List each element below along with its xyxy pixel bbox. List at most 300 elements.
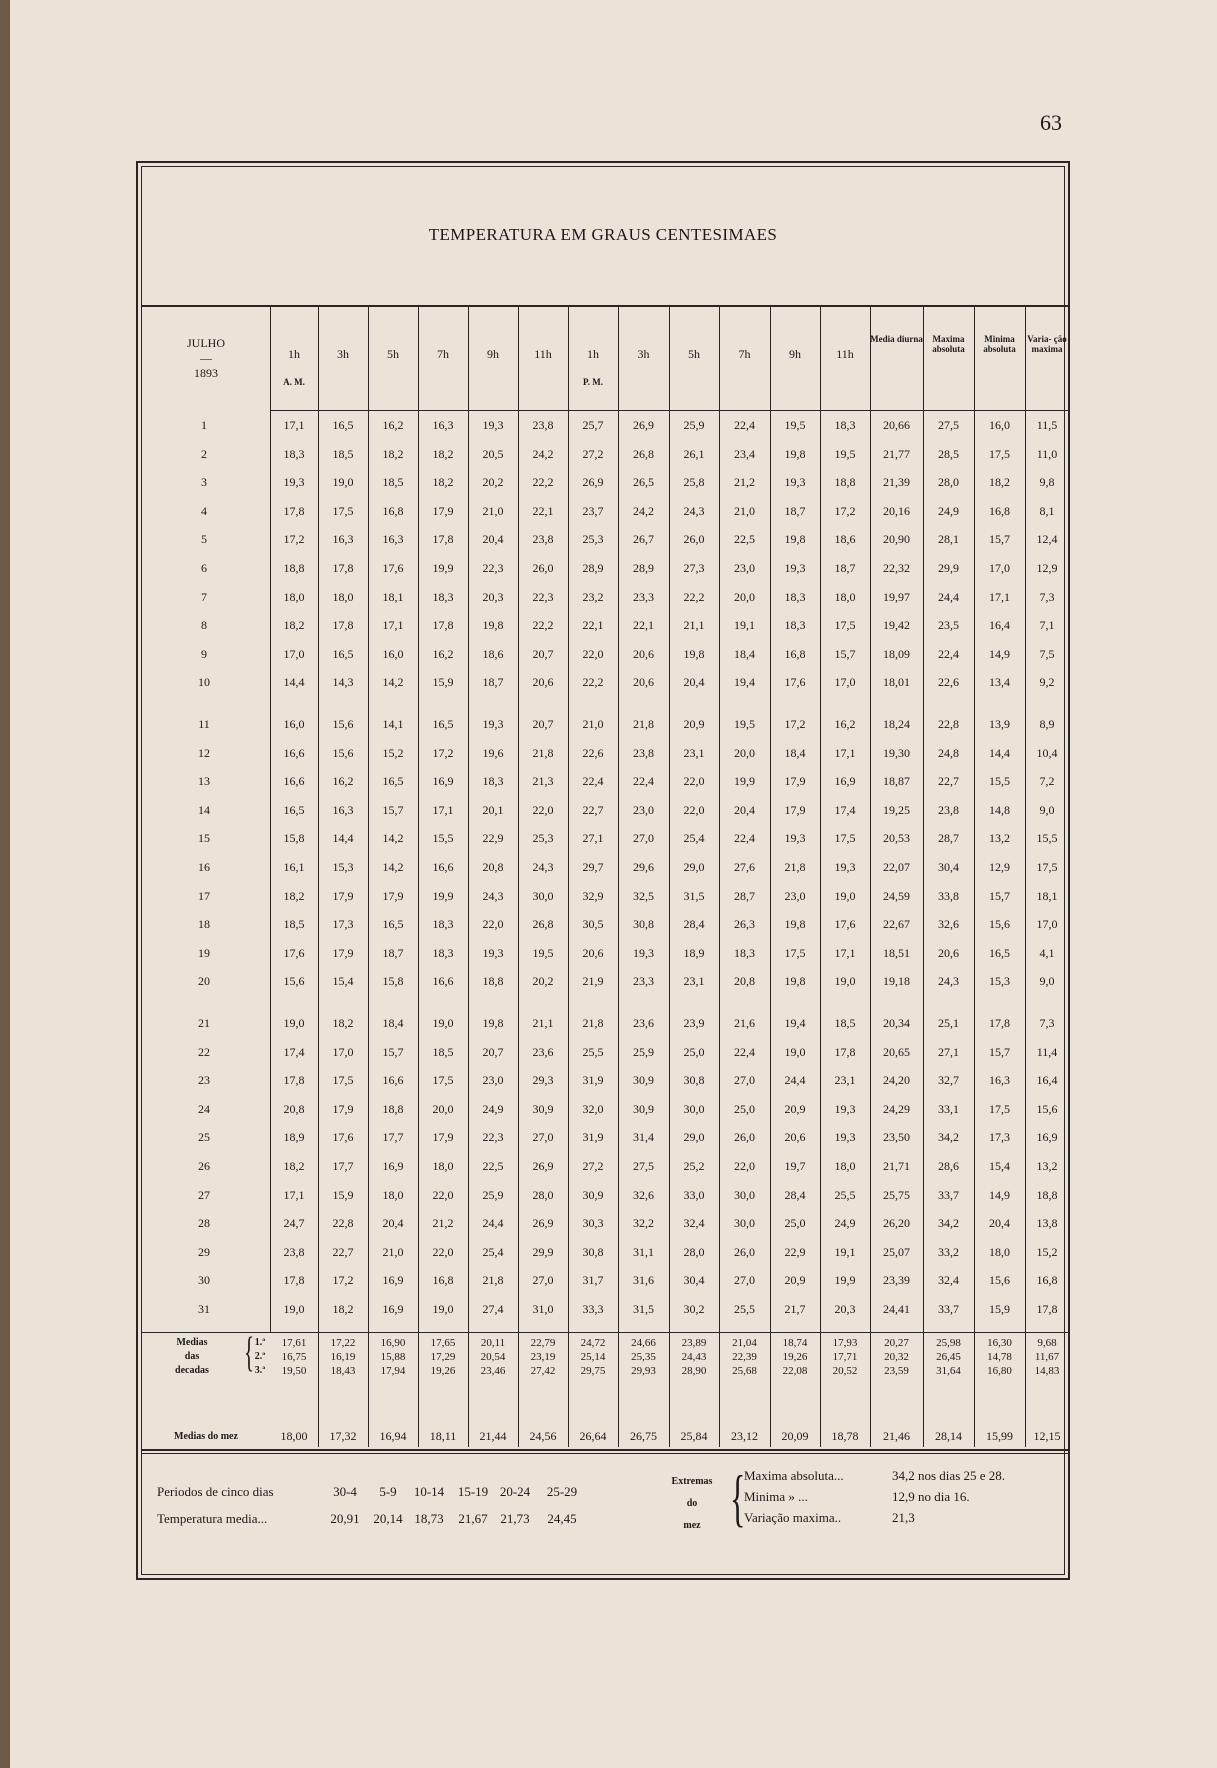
table-cell: 17,5 [989,1101,1010,1116]
table-cell: 15,4 [332,974,354,989]
table-cell: 33,1 [938,1101,959,1116]
table-cell: 25,0 [734,1101,755,1116]
table-cell: 24,41 [883,1302,910,1316]
table-cell: 23,39 [883,1273,910,1288]
table-cell: 22,0 [532,802,554,817]
table-cell: 19,7 [784,1159,806,1173]
day-number: 31 [198,1302,210,1316]
day-number: 1 [201,418,207,432]
table-cell: 19,9 [432,888,454,903]
day-number: 6 [201,561,207,575]
table-cell: 22,3 [532,589,554,604]
table-cell: 28,0 [938,475,959,490]
decades-label-2: das [184,1351,200,1362]
table-cell: 17,5 [989,446,1010,461]
table-cell: 25,4 [482,1244,504,1259]
table-cell: 21,3 [532,774,554,789]
table-cell: 20,4 [734,802,755,817]
year-label: 1893 [194,366,218,380]
decade-mean-cell: 25,98 [936,1337,961,1349]
table-cell: 17,8 [989,1016,1010,1030]
table-cell: 19,3 [482,945,504,960]
decade-mean-cell: 16,19 [330,1351,356,1363]
table-cell: 8,1 [1039,503,1055,518]
table-cell: 23,8 [283,1244,305,1259]
table-cell: 20,65 [883,1044,910,1059]
table-cell: 19,0 [283,1016,305,1030]
table-cell: 21,6 [734,1016,755,1030]
table-cell: 19,8 [784,446,806,461]
pm-label: P. M. [583,377,603,387]
table-cell: 24,4 [482,1216,504,1231]
decade-mean-cell: 25,14 [580,1351,606,1363]
table-cell: 32,4 [683,1216,705,1231]
table-cell: 16,6 [382,1073,404,1088]
hour-header: 11h [836,347,854,361]
month-mean-cell: 18,11 [429,1429,457,1443]
table-cell: 18,7 [834,561,856,575]
table-cell: 30,0 [734,1187,755,1202]
table-cell: 25,1 [938,1016,959,1030]
table-cell: 29,9 [938,561,959,575]
table-cell: 18,3 [482,774,504,789]
table-cell: 26,3 [734,917,755,932]
table-cell: 26,0 [734,1130,755,1145]
table-cell: 21,8 [784,860,806,874]
table-cell: 16,9 [382,1302,404,1316]
table-cell: 13,2 [989,831,1010,846]
table-cell: 23,3 [633,974,654,989]
table-cell: 17,5 [834,831,856,846]
decades-top-rule [142,1332,1070,1333]
table-cell: 18,2 [283,618,305,633]
decade-mean-cell: 17,71 [832,1351,858,1363]
table-cell: 19,0 [332,475,354,490]
decade-mean-cell: 16,80 [987,1365,1012,1377]
period-temperature: 20,14 [373,1511,403,1526]
hour-header: 9h [487,347,499,361]
table-cell: 26,9 [532,1216,554,1231]
table-cell: 22,5 [482,1159,504,1173]
month-label: JULHO [187,336,225,350]
table-cell: 11,0 [1036,446,1058,461]
table-cell: 16,3 [989,1073,1010,1088]
decade-mean-cell: 24,72 [580,1337,606,1349]
table-cell: 15,3 [989,974,1010,989]
table-cell: 9,0 [1039,802,1055,817]
table-cell: 14,3 [332,675,354,690]
table-cell: 31,5 [683,888,705,903]
stat-header: Maxima absoluta [932,334,965,354]
table-cell: 27,0 [734,1073,755,1088]
table-cell: 17,6 [382,561,404,575]
table-cell: 26,8 [532,917,554,932]
table-cell: 22,0 [683,774,705,789]
table-cell: 15,7 [989,1044,1010,1059]
day-number: 17 [198,888,210,903]
table-cell: 19,0 [834,974,856,989]
table-cell: 17,6 [784,675,806,690]
table-cell: 27,5 [633,1159,654,1173]
table-cell: 22,67 [883,917,910,932]
table-cell: 18,7 [382,945,404,960]
table-cell: 11,5 [1036,418,1058,432]
table-cell: 21,8 [532,745,554,760]
table-cell: 22,4 [582,774,604,789]
table-cell: 21,0 [734,503,755,518]
table-cell: 16,3 [332,802,354,817]
table-cell: 16,0 [283,717,305,731]
table-cell: 18,24 [883,717,910,731]
day-number: 12 [198,745,210,760]
table-cell: 19,3 [784,831,806,846]
table-cell: 12,9 [989,860,1010,874]
table-cell: 7,3 [1039,1016,1055,1030]
table-cell: 21,8 [582,1016,604,1030]
table-cell: 18,6 [482,646,504,661]
table-cell: 18,5 [834,1016,856,1030]
decade-mean-cell: 29,75 [580,1365,606,1377]
extremes-brace: { [730,1462,746,1533]
table-cell: 10,4 [1036,745,1058,760]
day-number: 2 [201,446,207,461]
table-cell: 31,5 [633,1302,654,1316]
table-cell: 28,9 [633,561,654,575]
table-cell: 22,0 [582,646,604,661]
table-cell: 16,8 [784,646,806,661]
table-cell: 18,2 [382,446,404,461]
month-mean-cell: 24,56 [529,1429,557,1443]
table-cell: 15,7 [834,646,856,661]
table-cell: 25,0 [683,1044,705,1059]
table-cell: 17,9 [784,774,806,789]
table-cell: 28,0 [532,1187,554,1202]
table-cell: 15,7 [382,1044,404,1059]
table-cell: 17,6 [332,1130,354,1145]
table-cell: 25,5 [834,1187,856,1202]
table-cell: 19,9 [734,774,755,789]
extreme-value: 12,9 no dia 16. [892,1489,970,1504]
table-cell: 17,8 [283,503,305,518]
day-number: 18 [198,917,210,932]
decade-mean-cell: 22,39 [732,1351,757,1363]
day-number: 15 [198,831,210,846]
table-cell: 22,2 [582,675,604,690]
table-cell: 22,9 [784,1244,806,1259]
month-mean-cell: 26,75 [630,1429,657,1443]
decade-mean-cell: 16,30 [987,1337,1012,1349]
table-cell: 18,0 [382,1187,404,1202]
day-number: 14 [198,802,210,817]
table-cell: 20,4 [382,1216,404,1231]
table-cell: 21,71 [883,1159,910,1173]
table-cell: 15,6 [989,917,1010,932]
table-cell: 23,1 [683,974,705,989]
table-cell: 24,59 [883,888,910,903]
hour-header: 1h [288,347,300,361]
table-cell: 23,0 [482,1073,504,1088]
table-cell: 19,0 [432,1016,454,1030]
day-number: 13 [198,774,210,789]
table-cell: 23,8 [938,802,959,817]
table-cell: 17,0 [332,1044,354,1059]
table-cell: 22,1 [532,503,554,518]
table-cell: 24,9 [938,503,959,518]
table-cell: 25,0 [784,1216,806,1231]
decade-mean-cell: 14,83 [1034,1365,1060,1377]
month-mean-cell: 21,46 [883,1429,910,1443]
table-cell: 23,1 [683,745,705,760]
table-cell: 25,9 [633,1044,654,1059]
period-range: 30-4 [333,1484,357,1499]
table-cell: 19,3 [834,1130,856,1145]
table-cell: 30,8 [582,1244,604,1259]
table-cell: 17,6 [834,917,856,932]
table-cell: 24,9 [834,1216,856,1231]
day-number: 25 [198,1130,210,1145]
header-bottom-rule [270,410,1069,411]
table-cell: 24,20 [883,1073,910,1088]
table-cell: 16,8 [382,503,404,518]
table-cell: 26,7 [633,532,654,547]
table-cell: 17,1 [834,945,856,960]
table-cell: 20,6 [532,675,554,690]
table-cell: 20,2 [532,974,554,989]
table-cell: 22,4 [734,1044,755,1059]
table-cell: 13,9 [989,717,1010,731]
table-cell: 17,3 [989,1130,1010,1145]
table-cell: 30,4 [683,1273,705,1288]
stat-header: Varia- ção maxima [1027,334,1067,354]
table-cell: 16,5 [432,717,454,731]
table-cell: 24,3 [532,860,554,874]
table-cell: 17,2 [332,1273,354,1288]
table-cell: 27,4 [482,1302,504,1316]
decade-mean-cell: 15,88 [380,1351,406,1363]
table-cell: 18,7 [482,675,504,690]
table-cell: 15,4 [989,1159,1010,1173]
decade-mean-cell: 20,11 [480,1337,506,1349]
decade-mean-cell: 17,29 [430,1351,456,1363]
table-cell: 17,3 [332,917,354,932]
table-cell: 31,1 [633,1244,654,1259]
table-cell: 23,7 [582,503,604,518]
table-cell: 17,9 [332,945,354,960]
decade-mean-cell: 16,75 [281,1351,307,1363]
table-cell: 19,1 [734,618,755,633]
day-number: 4 [201,503,207,518]
table-cell: 29,3 [532,1073,554,1088]
table-cell: 19,4 [784,1016,806,1030]
header-top-rule [142,305,1070,307]
period-temperature: 18,73 [414,1511,444,1526]
table-cell: 23,9 [683,1016,705,1030]
table-cell: 16,0 [382,646,404,661]
table-cell: 29,9 [532,1244,554,1259]
table-cell: 18,7 [784,503,806,518]
table-cell: 31,7 [582,1273,604,1288]
table-cell: 18,8 [382,1101,404,1116]
month-mean-cell: 21,44 [479,1429,507,1443]
table-cell: 14,4 [989,745,1010,760]
table-cell: 18,2 [283,1159,305,1173]
table-cell: 13,4 [989,675,1010,690]
table-cell: 31,6 [633,1273,654,1288]
table-cell: 19,42 [883,618,910,633]
month-dash: — [200,351,212,365]
table-cell: 20,0 [734,745,755,760]
decade-mean-cell: 23,89 [681,1337,707,1349]
table-cell: 19,25 [883,802,910,817]
table-cell: 20,6 [784,1130,806,1145]
table-cell: 18,8 [283,561,305,575]
table-cell: 27,0 [633,831,654,846]
day-number: 27 [198,1187,210,1202]
table-cell: 18,09 [883,646,910,661]
table-cell: 15,9 [989,1302,1010,1316]
table-cell: 17,6 [283,945,305,960]
stat-header: Media diurna [870,334,923,344]
table-cell: 25,7 [582,418,604,432]
table-cell: 14,4 [332,831,354,846]
table-cell: 22,1 [633,618,654,633]
table-cell: 24,2 [633,503,654,518]
table-cell: 23,0 [784,888,806,903]
table-cell: 17,9 [432,503,454,518]
table-cell: 18,3 [734,945,755,960]
period-temperature: 20,91 [330,1511,360,1526]
table-cell: 26,5 [633,475,654,490]
table-cell: 19,0 [834,888,856,903]
table-cell: 22,7 [332,1244,354,1259]
table-cell: 17,5 [1036,860,1058,874]
table-cell: 24,3 [938,974,959,989]
table-cell: 32,0 [582,1101,604,1116]
table-cell: 17,0 [1036,917,1058,932]
table-cell: 20,6 [633,646,654,661]
decade-mean-cell: 14,78 [987,1351,1012,1363]
table-cell: 20,9 [784,1101,806,1116]
table-cell: 16,5 [332,646,354,661]
decades-label-1: Medias [176,1337,208,1348]
table-cell: 18,2 [283,888,305,903]
table-cell: 19,3 [633,945,654,960]
table-cell: 28,1 [938,532,959,547]
table-cell: 17,5 [332,503,354,518]
table-cell: 17,8 [1036,1302,1058,1316]
table-cell: 18,51 [883,945,910,960]
decade-mean-cell: 24,66 [631,1337,656,1349]
table-cell: 23,8 [633,745,654,760]
day-number: 26 [198,1159,210,1173]
table-cell: 18,4 [382,1016,404,1030]
table-cell: 20,8 [283,1101,305,1116]
table-cell: 9,0 [1039,974,1055,989]
decade-mean-cell: 31,64 [936,1365,961,1377]
table-cell: 17,7 [382,1130,404,1145]
table-cell: 15,5 [1036,831,1058,846]
month-mean-cell: 26,64 [579,1429,607,1443]
table-cell: 30,3 [582,1216,604,1231]
table-cell: 20,5 [482,446,504,461]
table-cell: 21,77 [883,446,910,461]
table-cell: 23,8 [532,418,554,432]
table-cell: 16,9 [382,1159,404,1173]
decade-mean-cell: 20,52 [832,1365,858,1377]
decade-mean-cell: 20,27 [884,1337,909,1349]
table-cell: 21,0 [382,1244,404,1259]
day-number: 22 [198,1044,210,1059]
table-cell: 14,2 [382,675,404,690]
table-cell: 19,4 [734,675,755,690]
table-cell: 22,5 [734,532,755,547]
table-cell: 17,1 [283,1187,305,1202]
table-cell: 17,5 [432,1073,454,1088]
decade-mean-cell: 11,67 [1034,1351,1060,1363]
table-cell: 16,3 [332,532,354,547]
table-cell: 28,9 [582,561,604,575]
table-cell: 15,5 [989,774,1010,789]
table-cell: 9,2 [1039,675,1055,690]
decade-mean-cell: 25,35 [631,1351,656,1363]
table-cell: 14,4 [283,675,305,690]
table-cell: 22,07 [883,860,910,874]
table-cell: 13,2 [1036,1159,1058,1173]
period-range: 25-29 [546,1484,578,1499]
table-cell: 17,8 [834,1044,856,1059]
table-cell: 18,5 [332,446,354,461]
table-cell: 17,1 [382,618,404,633]
decade-mean-cell: 23,46 [480,1365,506,1377]
table-cell: 28,4 [683,917,705,932]
decade-marker: 3.ª [254,1365,266,1376]
month-mean-cell: 18,00 [280,1429,308,1443]
table-cell: 17,7 [332,1159,354,1173]
table-cell: 29,7 [582,860,604,874]
table-cell: 32,5 [633,888,654,903]
table-cell: 20,4 [989,1216,1010,1231]
period-range: 5-9 [379,1484,397,1499]
table-cell: 18,0 [332,589,354,604]
table-cell: 18,3 [283,446,305,461]
decade-mean-cell: 20,54 [480,1351,506,1363]
table-cell: 17,4 [283,1044,305,1059]
table-cell: 21,0 [582,717,604,731]
hour-header: 3h [337,347,349,361]
table-cell: 20,7 [482,1044,504,1059]
table-cell: 18,4 [734,646,755,661]
table-cell: 30,4 [938,860,959,874]
table-cell: 22,7 [582,802,604,817]
period-temperature: 21,67 [458,1511,488,1526]
table-cell: 23,5 [938,618,959,633]
table-cell: 16,9 [382,1273,404,1288]
table-cell: 15,7 [989,888,1010,903]
table-cell: 17,1 [989,589,1010,604]
table-cell: 20,0 [432,1101,454,1116]
table-cell: 33,7 [938,1187,959,1202]
table-cell: 23,6 [633,1016,654,1030]
table-cell: 17,1 [834,745,856,760]
decade-mean-cell: 21,04 [732,1337,757,1349]
table-cell: 18,3 [432,917,454,932]
table-cell: 21,8 [633,717,654,731]
table-cell: 16,3 [432,418,454,432]
table-cell: 18,1 [382,589,404,604]
table-cell: 18,6 [834,532,856,547]
table-cell: 17,0 [283,646,305,661]
table-cell: 26,20 [883,1216,910,1231]
